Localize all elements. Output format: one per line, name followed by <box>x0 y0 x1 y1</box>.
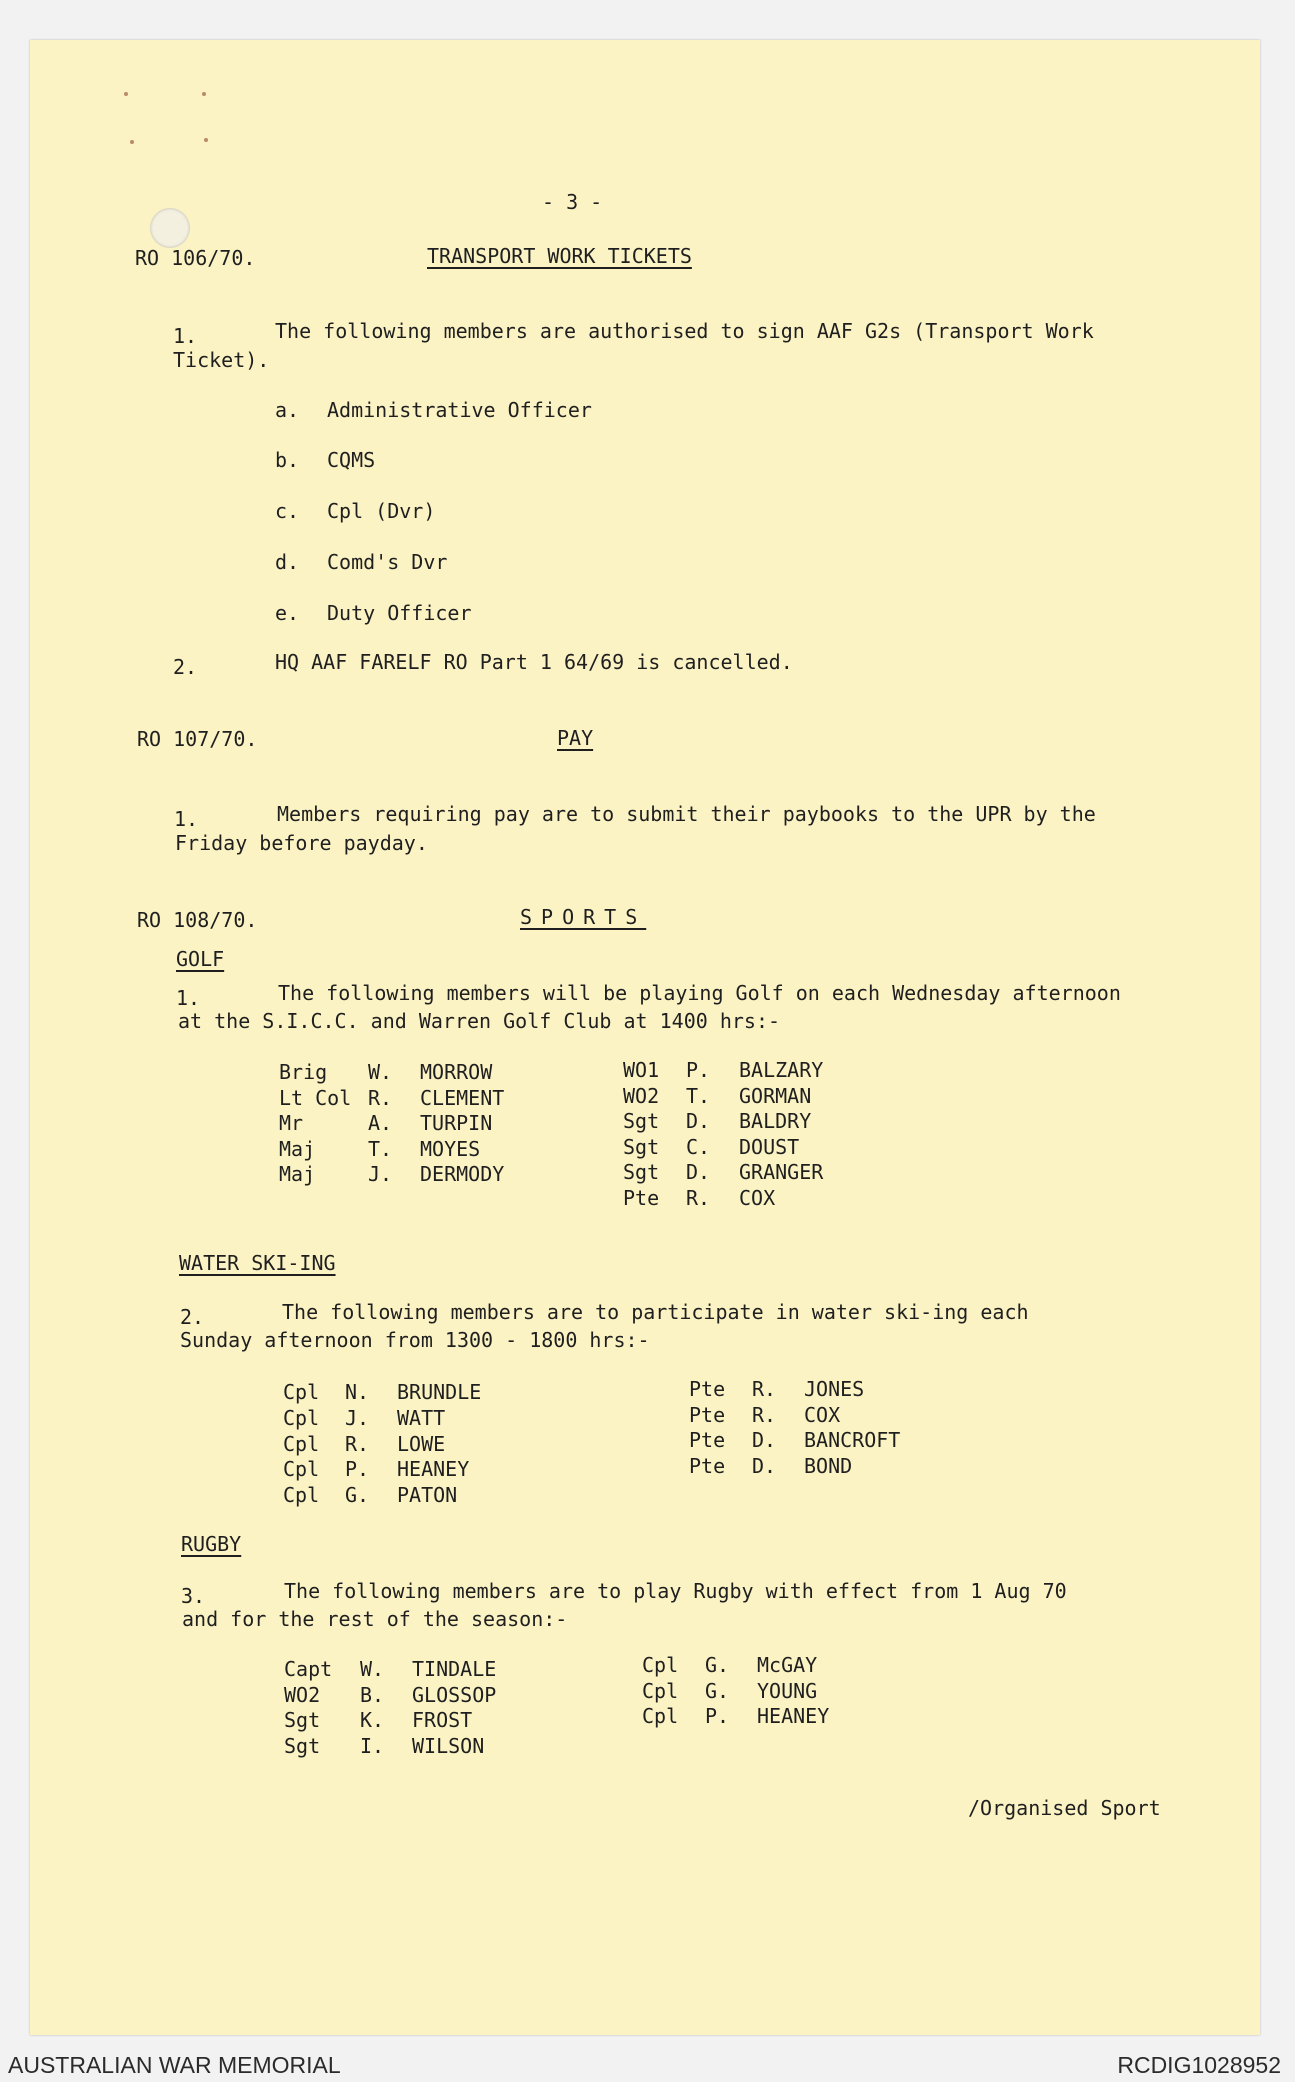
member-name: WILSON <box>412 1734 485 1758</box>
ro-106-para1-line1: The following members are authorised to sign AAF G2s (Transport Work <box>275 319 1094 343</box>
member-rank: Cpl <box>283 1406 320 1430</box>
member-name: MORROW <box>420 1060 493 1084</box>
member-name: COX <box>804 1403 841 1427</box>
golf-para-number: 1. <box>176 986 201 1010</box>
member-rank: Pte <box>623 1186 660 1210</box>
member-rank: Pte <box>689 1377 726 1401</box>
continuation-note: /Organised Sport <box>968 1796 1161 1820</box>
punch-hole <box>150 208 190 248</box>
golf-para-line2: at the S.I.C.C. and Warren Golf Club at 1400 hrs:- <box>178 1009 781 1033</box>
ski-para-line2: Sunday afternoon from 1300 - 1800 hrs:- <box>180 1328 650 1352</box>
member-rank: Cpl <box>283 1432 320 1456</box>
member-name: HEANEY <box>397 1457 470 1481</box>
member-rank: Lt Col <box>279 1086 352 1110</box>
member-initial: G. <box>705 1679 730 1703</box>
ro-107-para1-number: 1. <box>174 807 199 831</box>
member-rank: Cpl <box>642 1679 679 1703</box>
member-rank: Pte <box>689 1428 726 1452</box>
member-name: BALZARY <box>739 1058 824 1082</box>
member-name: TINDALE <box>412 1657 497 1681</box>
member-name: HEANEY <box>757 1704 830 1728</box>
member-name: BRUNDLE <box>397 1380 482 1404</box>
member-initial: D. <box>686 1109 711 1133</box>
member-initial: G. <box>705 1653 730 1677</box>
ro-107-para1-line1: Members requiring pay are to submit their paybooks to the UPR by the <box>277 802 1096 826</box>
member-initial: T. <box>686 1084 711 1108</box>
member-initial: K. <box>360 1708 385 1732</box>
staple-mark <box>202 92 206 96</box>
member-rank: Brig <box>279 1060 328 1084</box>
member-rank: Sgt <box>623 1135 660 1159</box>
ro-106-para1-number: 1. <box>173 324 198 348</box>
member-rank: Cpl <box>283 1457 320 1481</box>
ro-106-item-text: Cpl (Dvr) <box>327 499 436 523</box>
member-rank: Sgt <box>623 1109 660 1133</box>
golf-heading: GOLF <box>176 947 225 971</box>
footer-record-id: RCDIG1028952 <box>1117 2052 1281 2078</box>
member-name: CLEMENT <box>420 1086 505 1110</box>
member-name: LOWE <box>397 1432 446 1456</box>
member-initial: J. <box>368 1162 393 1186</box>
ro-106-item-text: Comd's Dvr <box>327 550 448 574</box>
member-name: MOYES <box>420 1137 481 1161</box>
member-initial: D. <box>752 1428 777 1452</box>
ro-106-item-letter: d. <box>275 550 300 574</box>
member-initial: B. <box>360 1683 385 1707</box>
ro-107-ref: RO 107/70. <box>137 727 258 751</box>
member-initial: R. <box>752 1403 777 1427</box>
member-initial: A. <box>368 1111 393 1135</box>
member-name: GRANGER <box>739 1160 824 1184</box>
ro-107-title: PAY <box>557 726 594 750</box>
page-number: - 3 - <box>542 190 603 214</box>
member-rank: Cpl <box>642 1653 679 1677</box>
ro-106-para1-line2: Ticket). <box>173 348 270 372</box>
rugby-para-line2: and for the rest of the season:- <box>182 1607 568 1631</box>
member-rank: Cpl <box>283 1483 320 1507</box>
member-rank: Capt <box>284 1657 333 1681</box>
member-rank: Maj <box>279 1137 316 1161</box>
ski-heading: WATER SKI-ING <box>179 1251 336 1275</box>
ro-108-title: SPORTS <box>520 905 647 929</box>
member-rank: Pte <box>689 1403 726 1427</box>
member-initial: N. <box>345 1380 370 1404</box>
member-rank: WO1 <box>623 1058 660 1082</box>
member-initial: D. <box>686 1160 711 1184</box>
member-rank: Sgt <box>623 1160 660 1184</box>
ro-106-title: TRANSPORT WORK TICKETS <box>427 244 692 268</box>
ro-106-item-letter: a. <box>275 398 300 422</box>
member-initial: D. <box>752 1454 777 1478</box>
ro-106-item-letter: e. <box>275 601 300 625</box>
member-name: GORMAN <box>739 1084 812 1108</box>
member-initial: W. <box>360 1657 385 1681</box>
member-rank: WO2 <box>623 1084 660 1108</box>
ski-para-number: 2. <box>180 1305 205 1329</box>
ro-106-item-letter: c. <box>275 499 300 523</box>
member-name: BALDRY <box>739 1109 812 1133</box>
rugby-para-line1: The following members are to play Rugby with effect from 1 Aug 70 <box>284 1579 1067 1603</box>
member-rank: Cpl <box>642 1704 679 1728</box>
member-name: PATON <box>397 1483 458 1507</box>
ski-para-line1: The following members are to participate in water ski-ing each <box>282 1300 1029 1324</box>
member-name: COX <box>739 1186 776 1210</box>
member-name: BANCROFT <box>804 1428 901 1452</box>
member-rank: Sgt <box>284 1734 321 1758</box>
ro-106-item-text: CQMS <box>327 448 376 472</box>
member-rank: Cpl <box>283 1380 320 1404</box>
member-initial: P. <box>705 1704 730 1728</box>
staple-mark <box>204 138 208 142</box>
member-name: McGAY <box>757 1653 818 1677</box>
member-name: BOND <box>804 1454 853 1478</box>
member-initial: W. <box>368 1060 393 1084</box>
member-rank: WO2 <box>284 1683 321 1707</box>
member-name: TURPIN <box>420 1111 493 1135</box>
member-rank: Pte <box>689 1454 726 1478</box>
member-initial: G. <box>345 1483 370 1507</box>
ro-106-item-text: Duty Officer <box>327 601 472 625</box>
ro-106-para2-number: 2. <box>173 655 198 679</box>
member-rank: Sgt <box>284 1708 321 1732</box>
member-initial: R. <box>752 1377 777 1401</box>
staple-mark <box>124 92 128 96</box>
rugby-para-number: 3. <box>181 1584 206 1608</box>
member-initial: R. <box>686 1186 711 1210</box>
member-initial: I. <box>360 1734 385 1758</box>
member-initial: R. <box>345 1432 370 1456</box>
member-name: DERMODY <box>420 1162 505 1186</box>
member-name: DOUST <box>739 1135 800 1159</box>
member-rank: Mr <box>279 1111 304 1135</box>
member-rank: Maj <box>279 1162 316 1186</box>
member-initial: P. <box>686 1058 711 1082</box>
golf-para-line1: The following members will be playing Golf on each Wednesday afternoon <box>278 981 1121 1005</box>
member-name: JONES <box>804 1377 865 1401</box>
ro-107-para1-line2: Friday before payday. <box>175 831 428 855</box>
member-initial: C. <box>686 1135 711 1159</box>
ro-106-item-letter: b. <box>275 448 300 472</box>
member-initial: T. <box>368 1137 393 1161</box>
member-initial: R. <box>368 1086 393 1110</box>
staple-mark <box>130 140 134 144</box>
member-name: WATT <box>397 1406 446 1430</box>
member-initial: P. <box>345 1457 370 1481</box>
member-name: GLOSSOP <box>412 1683 497 1707</box>
ro-106-para2-text: HQ AAF FARELF RO Part 1 64/69 is cancelled. <box>275 650 793 674</box>
ro-106-item-text: Administrative Officer <box>327 398 592 422</box>
rugby-heading: RUGBY <box>181 1532 242 1556</box>
member-initial: J. <box>345 1406 370 1430</box>
member-name: FROST <box>412 1708 473 1732</box>
member-name: YOUNG <box>757 1679 818 1703</box>
ro-106-ref: RO 106/70. <box>135 246 256 270</box>
footer-archive-name: AUSTRALIAN WAR MEMORIAL <box>8 2052 341 2078</box>
ro-108-ref: RO 108/70. <box>137 908 258 932</box>
